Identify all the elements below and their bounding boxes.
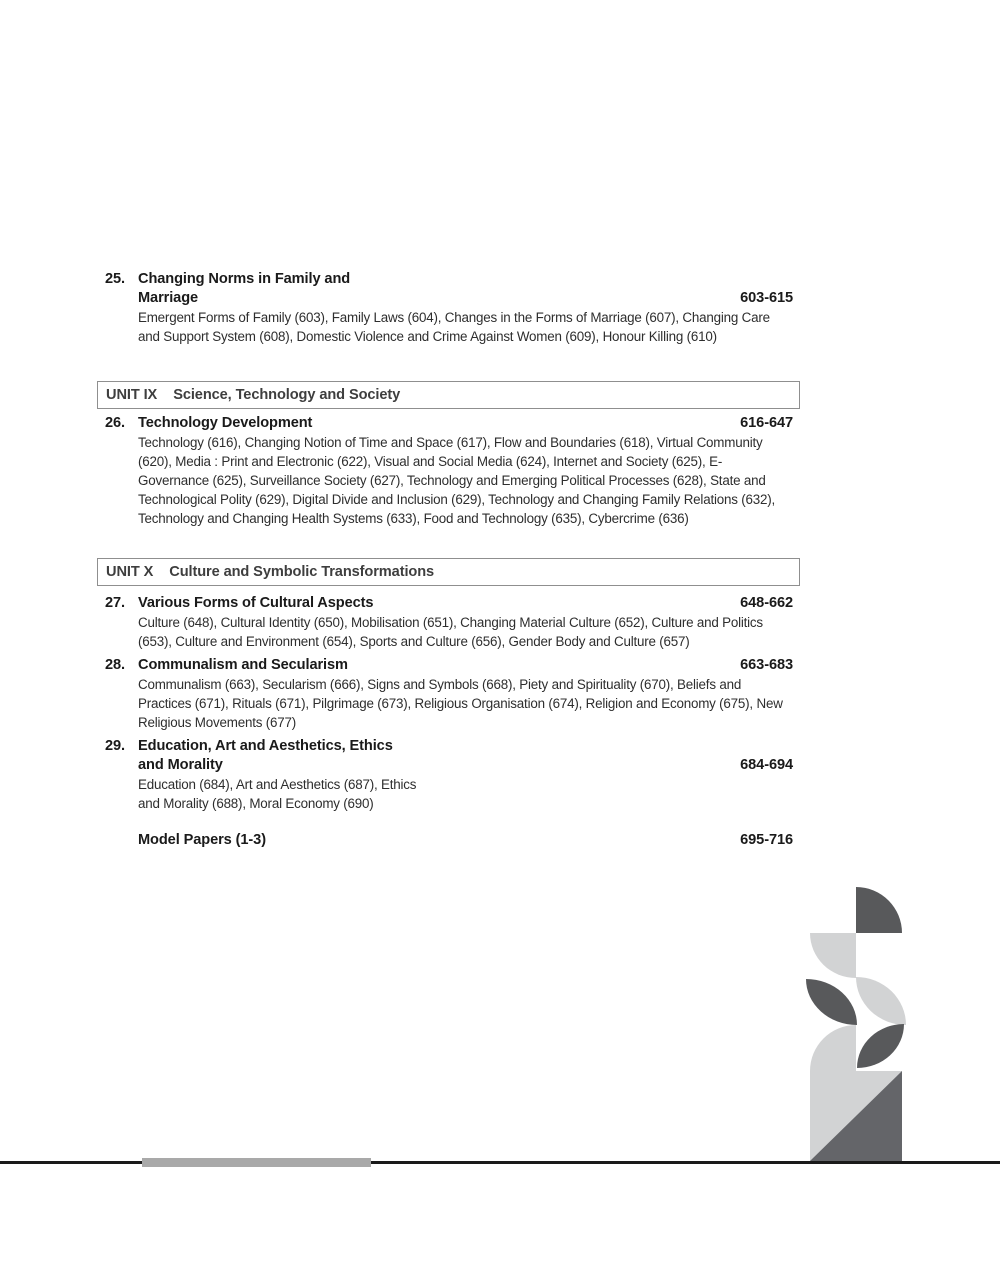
chapter-number: 29.: [105, 738, 125, 754]
chapter-title: Various Forms of Cultural Aspects: [138, 595, 374, 611]
chapter-title: Marriage: [138, 290, 199, 306]
chapter-number: 26.: [105, 415, 125, 431]
logo-leaf-icon: [856, 977, 906, 1025]
chapter-number: 27.: [105, 595, 125, 611]
model-papers-label: Model Papers (1-3): [138, 832, 266, 848]
chapter-number: 25.: [105, 271, 125, 287]
logo-pot-icon: [810, 1071, 902, 1161]
logo-quarter-circle-icon: [856, 887, 902, 933]
chapter-title: Changing Norms in Family and: [138, 271, 351, 287]
footer-accent-bar: [142, 1158, 371, 1167]
unit-title: Science, Technology and Society: [173, 387, 401, 403]
chapter-pages: 684-694: [740, 757, 793, 773]
logo-leaf-icon: [806, 979, 857, 1025]
unit-box: [97, 558, 800, 586]
chapter-title: and Morality: [138, 757, 223, 773]
logo-quarter-circle-icon: [810, 933, 856, 978]
chapter-pages: 603-615: [740, 290, 793, 306]
chapter-description: Communalism (663), Secularism (666), Signs and Symbols (668), Piety and Spirituality (670), Beliefs and Practices (671), Rituals (671), Pilgrimage (673), Religious Organisation (674), Religion and Economy (675), New Religious Movements (677): [138, 677, 783, 730]
logo-quarter-circle-icon: [810, 1025, 856, 1071]
chapter-pages: 663-683: [740, 657, 793, 673]
model-papers-pages: 695-716: [740, 832, 793, 848]
chapter-title: Technology Development: [138, 415, 313, 431]
toc-chapter: [97, 594, 800, 651]
unit-header: [97, 381, 800, 409]
toc-chapter: [97, 414, 800, 528]
toc-chapter: [97, 737, 800, 813]
unit-label: UNIT IX: [106, 387, 158, 403]
chapter-description-line: and Morality (688), Moral Economy (690): [138, 796, 374, 811]
unit-box: [97, 381, 800, 409]
unit-title: Culture and Symbolic Transformations: [169, 564, 435, 580]
chapter-pages: 616-647: [740, 415, 793, 431]
logo-leaf-icon: [857, 1024, 904, 1068]
chapter-pages: 648-662: [740, 595, 793, 611]
chapter-title: Communalism and Secularism: [138, 657, 348, 673]
chapter-description: Emergent Forms of Family (603), Family Laws (604), Changes in the Forms of Marriage (607), Changing Care and Support System (608), Domestic Violence and Crime Against Women (609), Honour Killing (610): [138, 310, 770, 344]
chapter-number: 28.: [105, 657, 125, 673]
chapter-description: Technology (616), Changing Notion of Time and Space (617), Flow and Boundaries (618), Virtual Community (620), Media : Print and Electronic (622), Visual and Social Media (624), Internet and Society (625), E-Governance (625), Surveillance Society (627), Technology and Emerging Political Processes (628), State and Technological Polity (629), Digital Divide and Inclusion (629), Technology and Changing Family Relations (632), Technology and Changing Health Systems (633), Food and Technology (635), Cybercrime (636): [138, 435, 776, 526]
chapter-title: Education, Art and Aesthetics, Ethics: [138, 738, 393, 754]
chapter-description-line: Education (684), Art and Aesthetics (687), Ethics: [138, 777, 417, 792]
unit-header: [97, 558, 800, 586]
toc-chapter: [97, 270, 800, 346]
chapter-description: Culture (648), Cultural Identity (650), Mobilisation (651), Changing Material Culture (652), Culture and Politics (653), Culture and Environment (654), Sports and Culture (656), Gender Body and Culture (657): [138, 615, 763, 649]
unit-label: UNIT X: [106, 564, 154, 580]
toc-chapter: [97, 656, 800, 732]
model-papers-row: [97, 831, 793, 850]
logo-pot-triangle-icon: [810, 1071, 902, 1161]
